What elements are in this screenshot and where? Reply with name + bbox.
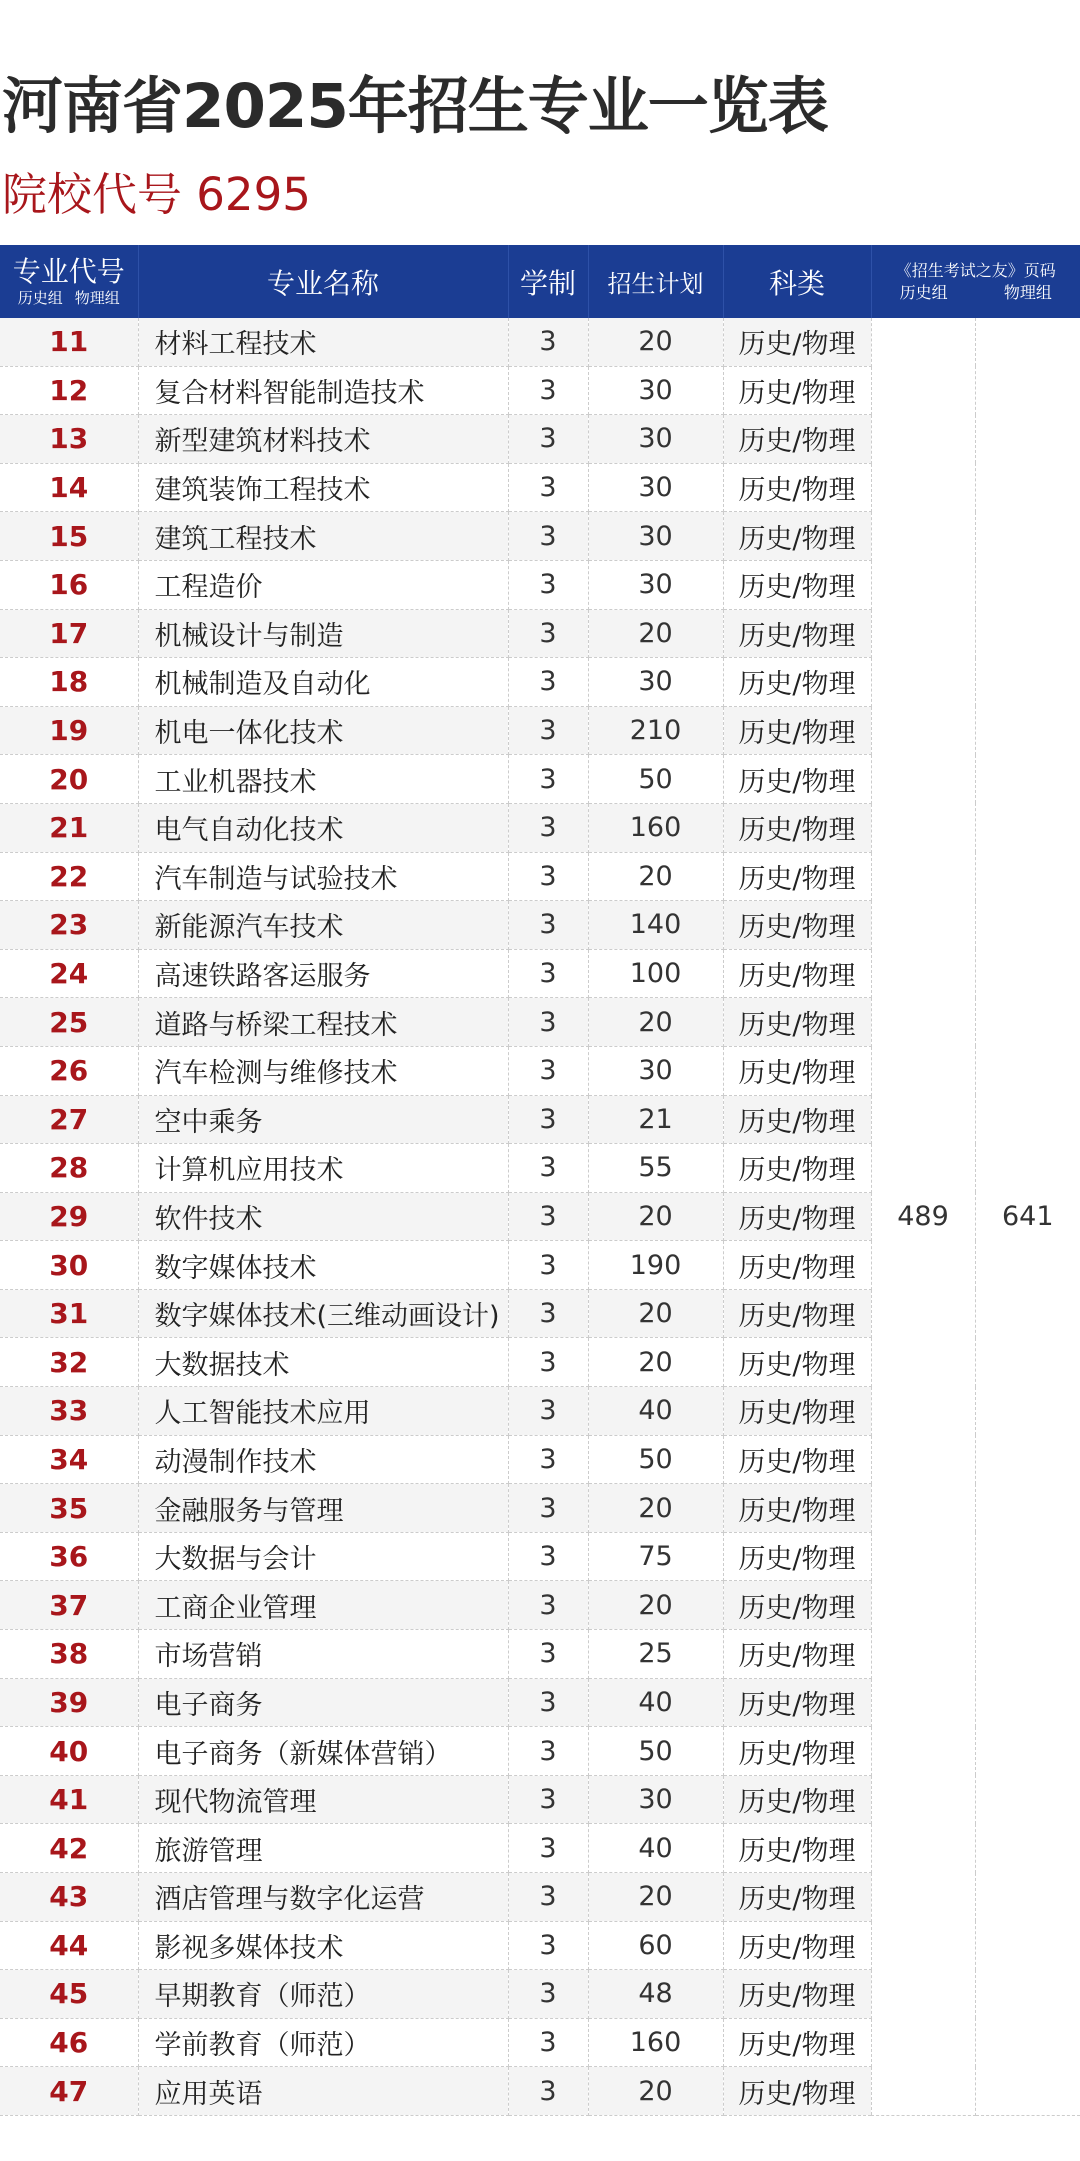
major-code-cell: 45 <box>0 1970 138 2019</box>
quota-cell: 30 <box>588 512 723 561</box>
major-name-cell: 学前教育（师范） <box>138 2018 508 2067</box>
major-name-cell: 电子商务（新媒体营销） <box>138 1727 508 1776</box>
quota-cell: 30 <box>588 658 723 707</box>
quota-cell: 20 <box>588 852 723 901</box>
category-cell: 历史/物理 <box>723 2018 871 2067</box>
major-code-cell: 18 <box>0 658 138 707</box>
major-code-cell: 34 <box>0 1435 138 1484</box>
years-cell: 3 <box>508 998 588 1047</box>
category-cell: 历史/物理 <box>723 755 871 804</box>
major-name-cell: 汽车制造与试验技术 <box>138 852 508 901</box>
major-code-cell: 24 <box>0 949 138 998</box>
quota-cell: 20 <box>588 1484 723 1533</box>
major-name-cell: 动漫制作技术 <box>138 1435 508 1484</box>
quota-cell: 30 <box>588 366 723 415</box>
major-code-cell: 19 <box>0 706 138 755</box>
quota-cell: 50 <box>588 755 723 804</box>
major-name-cell: 电子商务 <box>138 1678 508 1727</box>
years-cell: 3 <box>508 1873 588 1922</box>
years-cell: 3 <box>508 1581 588 1630</box>
header-page-physics-group: 物理组 <box>1003 282 1052 302</box>
major-code-cell: 41 <box>0 1775 138 1824</box>
major-code-cell: 39 <box>0 1678 138 1727</box>
header-page-numbers-groups <box>872 282 1080 304</box>
major-code-cell: 21 <box>0 803 138 852</box>
enrollment-table <box>0 245 1080 2116</box>
header-category <box>723 245 871 318</box>
years-cell: 3 <box>508 1289 588 1338</box>
category-cell: 历史/物理 <box>723 1095 871 1144</box>
major-name-cell: 建筑装饰工程技术 <box>138 463 508 512</box>
major-name-cell: 计算机应用技术 <box>138 1144 508 1193</box>
major-name-cell: 电气自动化技术 <box>138 803 508 852</box>
major-name-cell: 影视多媒体技术 <box>138 1921 508 1970</box>
years-cell: 3 <box>508 658 588 707</box>
major-name-cell: 大数据技术 <box>138 1338 508 1387</box>
category-cell: 历史/物理 <box>723 560 871 609</box>
years-cell: 3 <box>508 1921 588 1970</box>
quota-cell: 50 <box>588 1435 723 1484</box>
quota-cell: 40 <box>588 1678 723 1727</box>
header-major-code-label: 专业代号 <box>12 254 125 288</box>
major-code-cell: 28 <box>0 1144 138 1193</box>
years-cell: 3 <box>508 852 588 901</box>
major-name-cell: 高速铁路客运服务 <box>138 949 508 998</box>
years-cell: 3 <box>508 1338 588 1387</box>
years-cell: 3 <box>508 1144 588 1193</box>
years-cell: 3 <box>508 1484 588 1533</box>
major-name-cell: 软件技术 <box>138 1192 508 1241</box>
category-cell: 历史/物理 <box>723 415 871 464</box>
quota-cell: 190 <box>588 1241 723 1290</box>
category-cell: 历史/物理 <box>723 512 871 561</box>
years-cell: 3 <box>508 415 588 464</box>
header-quota-label: 招生计划 <box>607 270 704 298</box>
header-years <box>508 245 588 318</box>
quota-cell: 75 <box>588 1532 723 1581</box>
header-major-name-label: 专业名称 <box>266 266 379 300</box>
major-name-cell: 材料工程技术 <box>138 318 508 366</box>
major-code-cell: 17 <box>0 609 138 658</box>
category-cell: 历史/物理 <box>723 1484 871 1533</box>
category-cell: 历史/物理 <box>723 1581 871 1630</box>
category-cell: 历史/物理 <box>723 318 871 366</box>
major-code-cell: 27 <box>0 1095 138 1144</box>
category-cell: 历史/物理 <box>723 609 871 658</box>
quota-cell: 30 <box>588 463 723 512</box>
major-name-cell: 建筑工程技术 <box>138 512 508 561</box>
years-cell: 3 <box>508 1532 588 1581</box>
quota-cell: 60 <box>588 1921 723 1970</box>
major-code-cell: 44 <box>0 1921 138 1970</box>
major-name-cell: 新能源汽车技术 <box>138 901 508 950</box>
header-major-code-groups <box>0 288 138 308</box>
years-cell: 3 <box>508 755 588 804</box>
category-cell: 历史/物理 <box>723 1678 871 1727</box>
major-code-cell: 11 <box>0 318 138 366</box>
quota-cell: 100 <box>588 949 723 998</box>
years-cell: 3 <box>508 706 588 755</box>
years-cell: 3 <box>508 2018 588 2067</box>
major-name-cell: 早期教育（师范） <box>138 1970 508 2019</box>
years-cell: 3 <box>508 560 588 609</box>
header-page-numbers-title: 《招生考试之友》页码 <box>895 260 1056 280</box>
major-code-cell: 35 <box>0 1484 138 1533</box>
major-code-cell: 23 <box>0 901 138 950</box>
major-code-cell: 32 <box>0 1338 138 1387</box>
years-cell: 3 <box>508 1241 588 1290</box>
table-header-row <box>0 245 1080 318</box>
years-cell: 3 <box>508 803 588 852</box>
major-code-cell: 42 <box>0 1824 138 1873</box>
major-name-cell: 现代物流管理 <box>138 1775 508 1824</box>
category-cell: 历史/物理 <box>723 1970 871 2019</box>
major-code-cell: 26 <box>0 1046 138 1095</box>
major-code-cell: 13 <box>0 415 138 464</box>
major-name-cell: 应用英语 <box>138 2067 508 2116</box>
quota-cell: 20 <box>588 318 723 366</box>
major-code-cell: 40 <box>0 1727 138 1776</box>
quota-cell: 210 <box>588 706 723 755</box>
years-cell: 3 <box>508 463 588 512</box>
years-cell: 3 <box>508 1046 588 1095</box>
years-cell: 3 <box>508 1970 588 2019</box>
major-code-cell: 43 <box>0 1873 138 1922</box>
category-cell: 历史/物理 <box>723 1338 871 1387</box>
years-cell: 3 <box>508 318 588 366</box>
major-name-cell: 新型建筑材料技术 <box>138 415 508 464</box>
major-code-cell: 16 <box>0 560 138 609</box>
major-name-cell: 机械设计与制造 <box>138 609 508 658</box>
years-cell: 3 <box>508 1095 588 1144</box>
header-code-physics-group: 物理组 <box>74 288 120 307</box>
quota-cell: 50 <box>588 1727 723 1776</box>
major-code-cell: 30 <box>0 1241 138 1290</box>
category-cell: 历史/物理 <box>723 1144 871 1193</box>
school-code: 院校代号 6295 <box>2 168 311 221</box>
years-cell: 3 <box>508 2067 588 2116</box>
years-cell: 3 <box>508 1727 588 1776</box>
major-code-cell: 36 <box>0 1532 138 1581</box>
category-cell: 历史/物理 <box>723 706 871 755</box>
category-cell: 历史/物理 <box>723 2067 871 2116</box>
category-cell: 历史/物理 <box>723 658 871 707</box>
major-name-cell: 工业机器技术 <box>138 755 508 804</box>
category-cell: 历史/物理 <box>723 1775 871 1824</box>
category-cell: 历史/物理 <box>723 1192 871 1241</box>
quota-cell: 160 <box>588 803 723 852</box>
category-cell: 历史/物理 <box>723 1241 871 1290</box>
quota-cell: 21 <box>588 1095 723 1144</box>
header-major-code <box>0 245 138 318</box>
table-body <box>0 318 1080 2115</box>
major-code-cell: 15 <box>0 512 138 561</box>
years-cell: 3 <box>508 1387 588 1436</box>
major-name-cell: 机电一体化技术 <box>138 706 508 755</box>
category-cell: 历史/物理 <box>723 1387 871 1436</box>
header-major-name <box>138 245 508 318</box>
years-cell: 3 <box>508 949 588 998</box>
header-page-numbers <box>871 245 1080 318</box>
category-cell: 历史/物理 <box>723 852 871 901</box>
major-name-cell: 大数据与会计 <box>138 1532 508 1581</box>
quota-cell: 20 <box>588 1581 723 1630</box>
major-name-cell: 人工智能技术应用 <box>138 1387 508 1436</box>
quota-cell: 20 <box>588 1338 723 1387</box>
quota-cell: 40 <box>588 1387 723 1436</box>
category-cell: 历史/物理 <box>723 1630 871 1679</box>
quota-cell: 30 <box>588 560 723 609</box>
years-cell: 3 <box>508 1630 588 1679</box>
major-name-cell: 市场营销 <box>138 1630 508 1679</box>
years-cell: 3 <box>508 901 588 950</box>
quota-cell: 20 <box>588 1192 723 1241</box>
major-code-cell: 33 <box>0 1387 138 1436</box>
quota-cell: 55 <box>588 1144 723 1193</box>
page-number-physics: 641 <box>975 318 1080 2115</box>
years-cell: 3 <box>508 1435 588 1484</box>
major-name-cell: 汽车检测与维修技术 <box>138 1046 508 1095</box>
category-cell: 历史/物理 <box>723 1921 871 1970</box>
major-code-cell: 38 <box>0 1630 138 1679</box>
quota-cell: 48 <box>588 1970 723 2019</box>
quota-cell: 30 <box>588 415 723 464</box>
major-code-cell: 22 <box>0 852 138 901</box>
quota-cell: 20 <box>588 609 723 658</box>
major-code-cell: 14 <box>0 463 138 512</box>
major-name-cell: 复合材料智能制造技术 <box>138 366 508 415</box>
major-name-cell: 酒店管理与数字化运营 <box>138 1873 508 1922</box>
page-title: 河南省2025年招生专业一览表 <box>2 71 828 142</box>
category-cell: 历史/物理 <box>723 901 871 950</box>
category-cell: 历史/物理 <box>723 1435 871 1484</box>
category-cell: 历史/物理 <box>723 1824 871 1873</box>
category-cell: 历史/物理 <box>723 1046 871 1095</box>
major-name-cell: 空中乘务 <box>138 1095 508 1144</box>
major-name-cell: 道路与桥梁工程技术 <box>138 998 508 1047</box>
quota-cell: 30 <box>588 1775 723 1824</box>
major-code-cell: 31 <box>0 1289 138 1338</box>
quota-cell: 40 <box>588 1824 723 1873</box>
quota-cell: 20 <box>588 2067 723 2116</box>
major-code-cell: 46 <box>0 2018 138 2067</box>
category-cell: 历史/物理 <box>723 366 871 415</box>
header-years-label: 学制 <box>519 266 576 300</box>
years-cell: 3 <box>508 1678 588 1727</box>
quota-cell: 20 <box>588 1289 723 1338</box>
years-cell: 3 <box>508 512 588 561</box>
major-name-cell: 工商企业管理 <box>138 1581 508 1630</box>
category-cell: 历史/物理 <box>723 1532 871 1581</box>
category-cell: 历史/物理 <box>723 998 871 1047</box>
quota-cell: 140 <box>588 901 723 950</box>
page-number-history: 489 <box>871 318 975 2115</box>
major-code-cell: 25 <box>0 998 138 1047</box>
category-cell: 历史/物理 <box>723 803 871 852</box>
table-row <box>0 318 1080 366</box>
major-name-cell: 旅游管理 <box>138 1824 508 1873</box>
category-cell: 历史/物理 <box>723 463 871 512</box>
header-page-history-group: 历史组 <box>899 282 948 302</box>
category-cell: 历史/物理 <box>723 1873 871 1922</box>
category-cell: 历史/物理 <box>723 1727 871 1776</box>
years-cell: 3 <box>508 1775 588 1824</box>
quota-cell: 20 <box>588 998 723 1047</box>
major-code-cell: 29 <box>0 1192 138 1241</box>
quota-cell: 30 <box>588 1046 723 1095</box>
header-category-label: 科类 <box>768 266 825 300</box>
category-cell: 历史/物理 <box>723 949 871 998</box>
major-code-cell: 12 <box>0 366 138 415</box>
header-code-history-group: 历史组 <box>17 288 63 307</box>
header-quota <box>588 245 723 318</box>
quota-cell: 160 <box>588 2018 723 2067</box>
major-code-cell: 37 <box>0 1581 138 1630</box>
quota-cell: 25 <box>588 1630 723 1679</box>
enrollment-table-container <box>0 245 1080 2116</box>
years-cell: 3 <box>508 1192 588 1241</box>
major-name-cell: 机械制造及自动化 <box>138 658 508 707</box>
major-name-cell: 金融服务与管理 <box>138 1484 508 1533</box>
quota-cell: 20 <box>588 1873 723 1922</box>
years-cell: 3 <box>508 366 588 415</box>
major-name-cell: 数字媒体技术 <box>138 1241 508 1290</box>
years-cell: 3 <box>508 609 588 658</box>
major-name-cell: 工程造价 <box>138 560 508 609</box>
major-name-cell: 数字媒体技术(三维动画设计) <box>138 1289 508 1338</box>
major-code-cell: 47 <box>0 2067 138 2116</box>
major-code-cell: 20 <box>0 755 138 804</box>
years-cell: 3 <box>508 1824 588 1873</box>
category-cell: 历史/物理 <box>723 1289 871 1338</box>
